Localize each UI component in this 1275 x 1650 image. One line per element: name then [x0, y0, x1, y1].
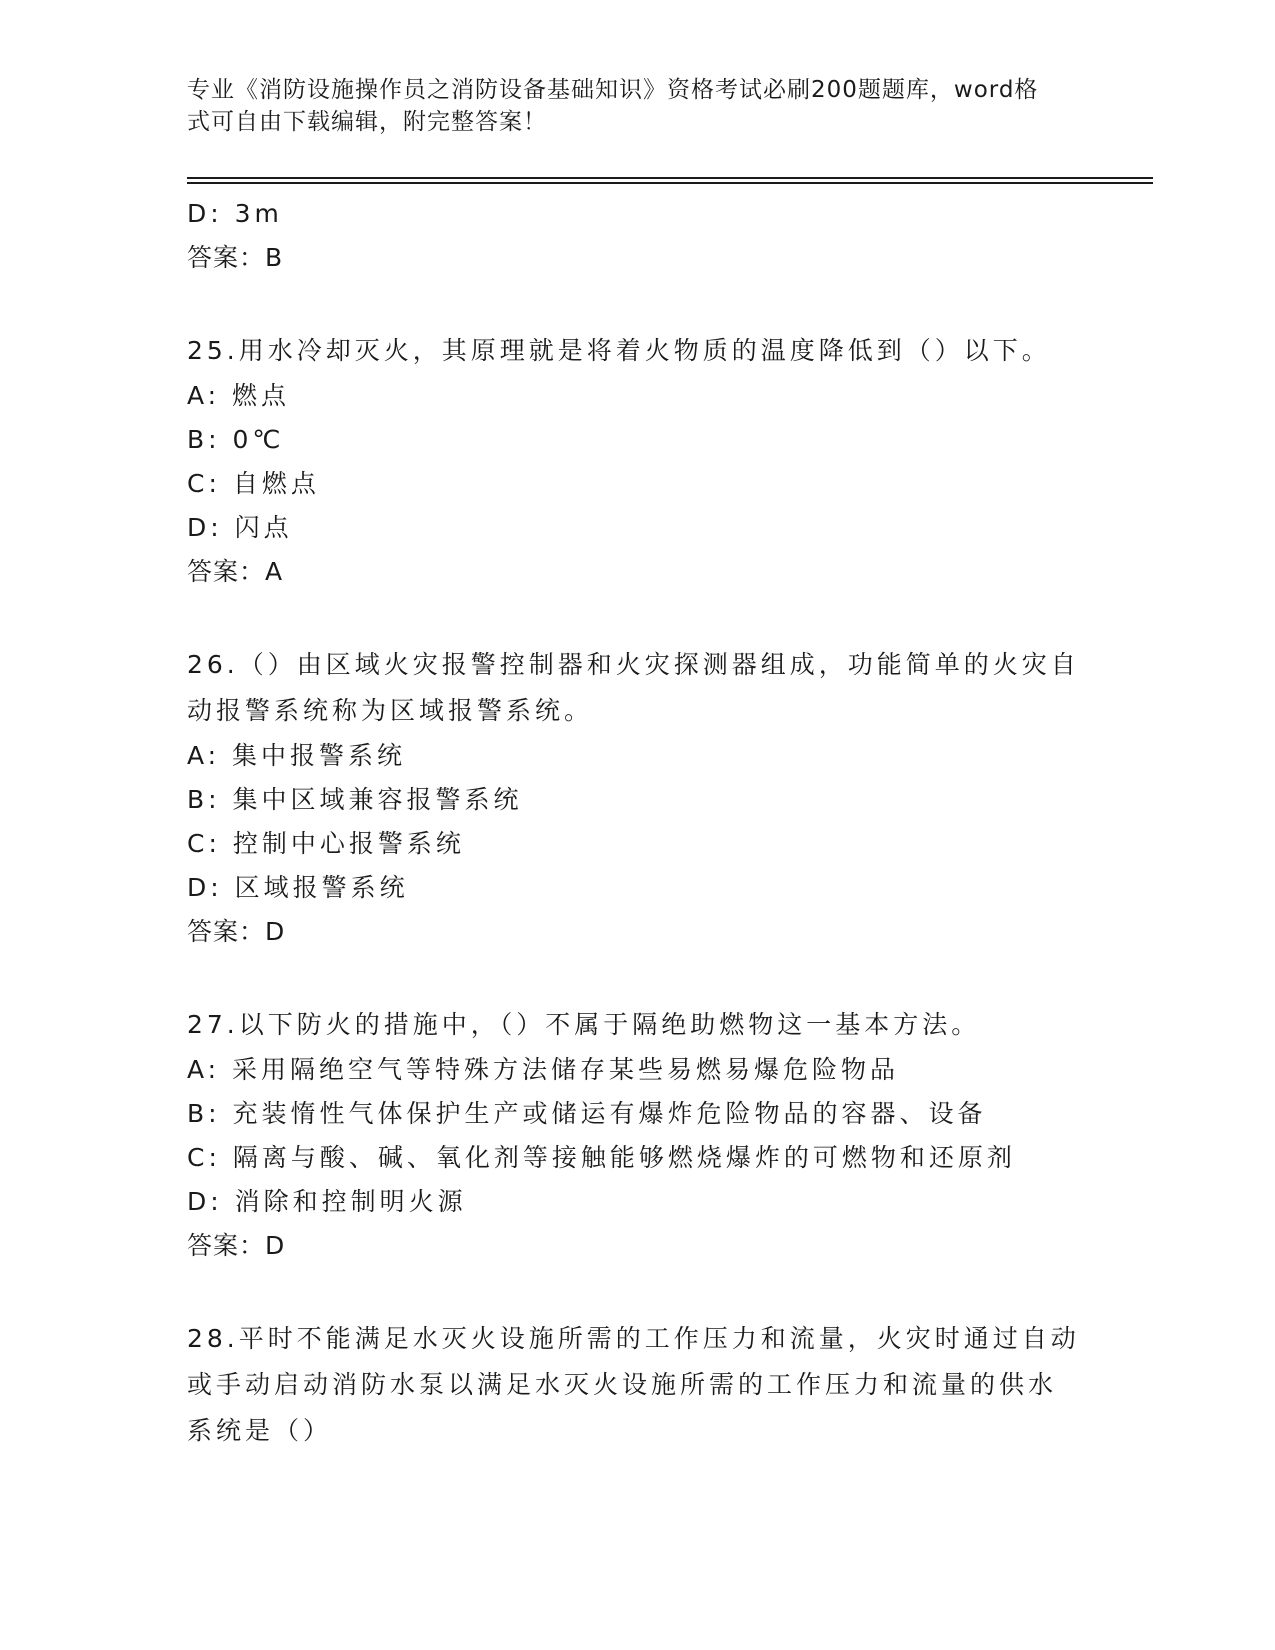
- answer: 答案：D: [187, 917, 286, 946]
- option-c: C: 自燃点: [187, 469, 320, 498]
- option-d: D: 消除和控制明火源: [187, 1187, 467, 1216]
- option-c: C: 控制中心报警系统: [187, 829, 465, 858]
- question-stem: 27.以下防火的措施中，（）不属于隔绝助燃物这一基本方法。: [187, 1010, 981, 1039]
- option-a: A: 集中报警系统: [187, 741, 407, 770]
- header-divider-bottom: [187, 182, 1153, 184]
- option-d: D: 区域报警系统: [187, 873, 409, 902]
- option-a: A: 燃点: [187, 381, 291, 410]
- option-b: B: 集中区域兼容报警系统: [187, 785, 523, 814]
- question-28: [187, 1316, 1087, 1454]
- answer: 答案：A: [187, 557, 284, 586]
- header-line-1: 专业《消防设施操作员之消防设备基础知识》资格考试必刷200题题库，word格: [187, 77, 1039, 103]
- question-stem: 28.平时不能满足水灭火设施所需的工作压力和流量，火灾时通过自动: [187, 1324, 1080, 1353]
- answer: 答案：B: [187, 243, 284, 272]
- option-a: A: 采用隔绝空气等特殊方法储存某些易燃易爆危险物品: [187, 1055, 900, 1084]
- question-25: [187, 328, 1087, 594]
- question-stem: 系统是（）: [187, 1416, 333, 1445]
- header-line-2: 式可自由下载编辑，附完整答案！: [187, 109, 547, 135]
- option-c: C: 隔离与酸、碱、氧化剂等接触能够燃烧爆炸的可燃物和还原剂: [187, 1143, 1016, 1172]
- question-stem: 25.用水冷却灭火，其原理就是将着火物质的温度降低到（）以下。: [187, 336, 1051, 365]
- option-b: B: 充装惰性气体保护生产或储运有爆炸危险物品的容器、设备: [187, 1099, 987, 1128]
- question-stem: 动报警系统称为区域报警系统。: [187, 696, 594, 725]
- answer: 答案：D: [187, 1231, 286, 1260]
- question-content: [187, 192, 1087, 1454]
- question-stem: 26.（）由区域火灾报警控制器和火灾探测器组成，功能简单的火灾自: [187, 650, 1080, 679]
- question-stem: 或手动启动消防水泵以满足水灭火设施所需的工作压力和流量的供水: [187, 1370, 1058, 1399]
- document-header: [187, 74, 1087, 138]
- option-b: B: 0℃: [187, 425, 285, 454]
- question-26: [187, 642, 1087, 954]
- question-27: [187, 1002, 1087, 1268]
- option-d: D: 闪点: [187, 513, 293, 542]
- header-divider-top: [187, 177, 1153, 179]
- option-d: D: 3m: [187, 199, 283, 228]
